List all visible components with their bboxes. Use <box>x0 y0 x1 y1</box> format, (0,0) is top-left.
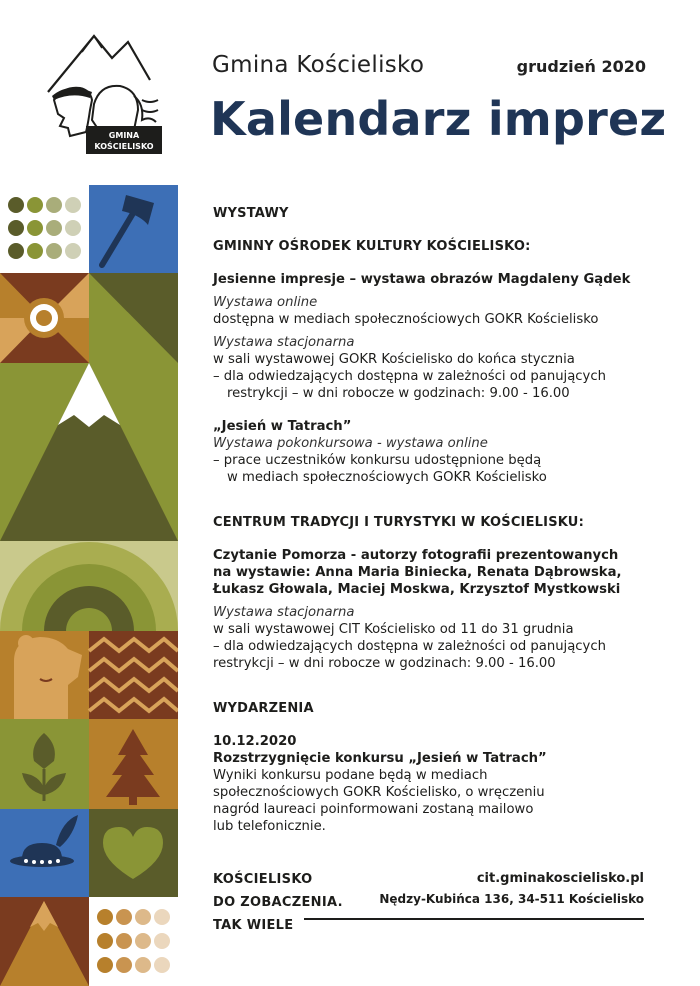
website-link: cit.gminakoscielisko.pl <box>476 871 644 886</box>
highlander-hat-icon <box>0 809 89 897</box>
small-mountain-icon <box>0 897 89 986</box>
mountain-icon <box>0 363 178 541</box>
event-text: w sali wystawowej GOKR Kościelisko do końca stycznia <box>213 352 575 367</box>
page-title: Kalendarz imprez <box>210 92 667 146</box>
event-text: – dla odwiedzających dostępna w zależności od panujących <box>213 369 606 384</box>
dots-tile <box>0 185 89 273</box>
gmina-logo <box>46 30 164 156</box>
event-text: – dla odwiedzających dostępna w zależności od panujących <box>213 639 606 654</box>
bear-icon <box>0 631 89 719</box>
event-text: Wyniki konkursu podane będą w mediach <box>213 768 488 783</box>
event-title: „Jesień w Tatrach” <box>213 419 352 434</box>
decorative-strip <box>0 185 178 986</box>
event-title: Jesienne impresje – wystawa obrazów Magdaleny Gądek <box>213 272 631 287</box>
org-heading-gok: GMINNY OŚRODEK KULTURY KOŚCIELISKO: <box>213 239 531 254</box>
slogan <box>213 868 343 937</box>
address: Nędzy-Kubińca 136, 34-511 Kościelisko <box>379 892 644 906</box>
event-label: Wystawa stacjonarna <box>213 605 355 620</box>
slogan-line: DO ZOBACZENIA. <box>213 895 343 910</box>
logo-text-1: GMINA <box>108 131 140 140</box>
diagonal-tile <box>89 273 178 363</box>
event-text: w mediach społecznościowych GOKR Kościelisko <box>227 470 547 485</box>
slogan-line: TAK WIELE <box>213 918 294 933</box>
zigzag-pattern <box>89 631 178 719</box>
divider-line <box>304 918 644 920</box>
events-content <box>213 205 653 835</box>
event-text: restrykcji – w dni robocze w godzinach: 9.00 - 16.00 <box>227 386 570 401</box>
axe-icon <box>89 185 178 273</box>
heart-icon <box>89 809 178 897</box>
slogan-line: KOŚCIELISKO <box>213 872 313 887</box>
gmina-name: Gmina Kościelisko <box>212 52 425 78</box>
event-label: Wystawa stacjonarna <box>213 335 355 350</box>
event-date: 10.12.2020 <box>213 734 297 749</box>
event-label: Wystawa pokonkursowa - wystawa online <box>213 436 488 451</box>
section-heading-wystawy: WYSTAWY <box>213 206 289 221</box>
event-label: Wystawa online <box>213 295 318 310</box>
section-heading-wydarzenia: WYDARZENIA <box>213 701 314 716</box>
tulip-icon <box>0 719 89 809</box>
month-label: grudzień 2020 <box>516 57 646 76</box>
mountain-logo-icon <box>46 30 164 156</box>
event-text: lub telefonicznie. <box>213 819 326 834</box>
spruce-icon <box>89 719 178 809</box>
event-title: Łukasz Głowala, Maciej Moskwa, Krzysztof Mystkowski <box>213 582 621 597</box>
logo-text-2: KOŚCIELISKO <box>94 142 154 151</box>
event-text: restrykcji – w dni robocze w godzinach: 9.00 - 16.00 <box>213 656 556 671</box>
arches-tile <box>0 541 178 631</box>
event-text: nagród laureaci poinformowani zostaną mailowo <box>213 802 534 817</box>
event-text: dostępna w mediach społecznościowych GOKR Kościelisko <box>213 312 599 327</box>
event-text: społecznościowych GOKR Kościelisko, o wręczeniu <box>213 785 545 800</box>
event-text: – prace uczestników konkursu udostępnione będą <box>213 453 542 468</box>
event-text: w sali wystawowej CIT Kościelisko od 11 do 31 grudnia <box>213 622 574 637</box>
event-title: na wystawie: Anna Maria Biniecka, Renata Dąbrowska, <box>213 565 622 580</box>
warm-dots-tile <box>89 897 178 986</box>
event-title: Rozstrzygnięcie konkursu „Jesień w Tatrach” <box>213 751 547 766</box>
org-heading-cit: CENTRUM TRADYCJI I TURYSTYKI W KOŚCIELISKU: <box>213 515 584 530</box>
event-title: Czytanie Pomorza - autorzy fotografii prezentowanych <box>213 548 619 563</box>
sun-icon <box>0 273 89 363</box>
